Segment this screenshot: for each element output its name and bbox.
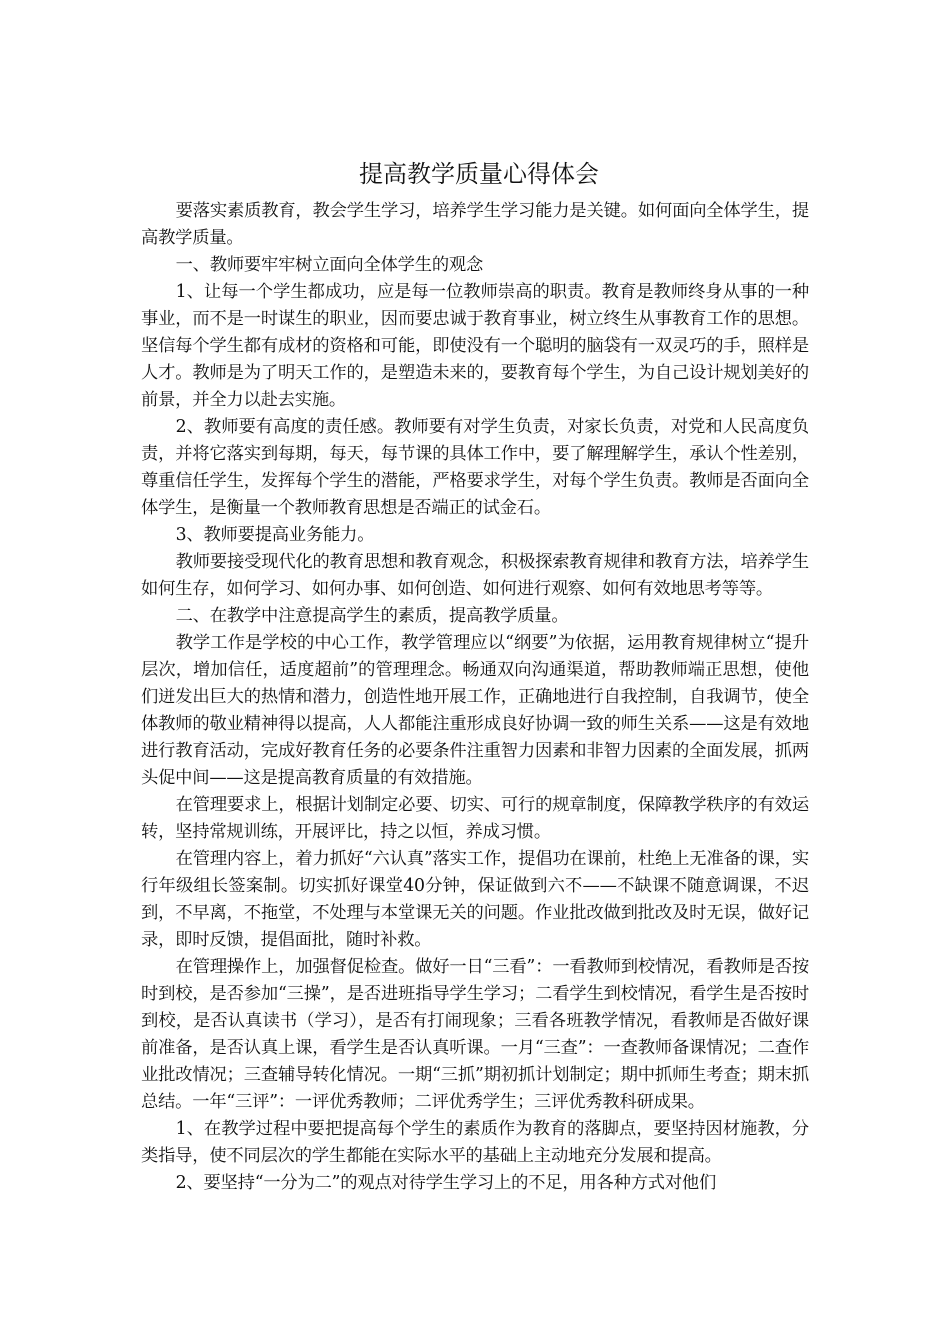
paragraph-point-3: 3、教师要提高业务能力。: [175, 525, 375, 545]
paragraph-teaching-management: 教学工作是学校的中心工作，教学管理应以“纲要”为依据，运用教育规律树立“提升层次，增加信任，适度超前”的管理理念。畅通双向沟通渠道，帮助教师端正思想，使他们迸发出巨大的热情和潜力，创造性地开展工作，正确地进行自我控制，自我调节，使全体教师的敬业精神得以提高，人人都能注重形成良好协调一致的师生关系——这是有效地进行教育活动，完成好教育任务的必要条件注重智力因素和非智力因素的全面发展，抓两头促中间——这是提高教育质量的有效措施。: [141, 633, 809, 788]
paragraph-management-content: 在管理内容上，着力抓好“六认真”落实工作，提倡功在课前，杜绝上无准备的课，实行年级组长签案制。切实抓好课堂40分钟，保证做到六不——不缺课不随意调课，不迟到，不早离，不拖堂，不处理与本堂课无关的问题。作业批改做到批改及时无误，做好记录，即时反馈，提倡面批，随时补救。: [141, 849, 809, 950]
paragraph-management-operation: 在管理操作上，加强督促检查。做好一日“三看”：一看教师到校情况，看教师是否按时到校，是否参加“三操”，是否进班指导学生学习；二看学生到校情况，看学生是否按时到校，是否认真读书（学习），是否有打闹现象；三看各班教学情况，看教师是否做好课前准备，是否认真上课，看学生是否认真听课。一月“三查”：一查教师备课情况；二查作业批改情况；三查辅导转化情况。一期“三抓”期初抓计划制定；期中抓师生考查；期末抓总结。一年“三评”：一评优秀教师；二评优秀学生；三评优秀教科研成果。: [141, 957, 809, 1112]
paragraph-teaching-point-2: 2、要坚持“一分为二”的观点对待学生学习上的不足，用各种方式对他们: [175, 1173, 717, 1193]
paragraph-teaching-point-1: 1、在教学过程中要把提高每个学生的素质作为教育的落脚点，要坚持因材施教，分类指导，使不同层次的学生都能在实际水平的基础上主动地充分发展和提高。: [141, 1119, 809, 1166]
paragraph-section-1-heading: 一、教师要牢牢树立面向全体学生的观念: [175, 255, 484, 275]
paragraph-point-2: 2、教师要有高度的责任感。教师要有对学生负责，对家长负责，对党和人民高度负责，并将它落实到每期，每天，每节课的具体工作中，要了解理解学生，承认个性差别，尊重信任学生，发挥每个学生的潜能，严格要求学生，对每个学生负责。教师是否面向全体学生，是衡量一个教师教育思想是否端正的试金石。: [141, 417, 809, 518]
paragraph-intro: 要落实素质教育，教会学生学习，培养学生学习能力是关键。如何面向全体学生，提高教学质量。: [141, 201, 809, 248]
document-title: 提高教学质量心得体会: [359, 160, 599, 188]
paragraph-point-3-detail: 教师要接受现代化的教育思想和教育观念，积极探索教育规律和教育方法，培养学生如何生存，如何学习、如何办事、如何创造、如何进行观察、如何有效地思考等等。: [141, 552, 809, 599]
paragraph-point-1: 1、让每一个学生都成功，应是每一位教师崇高的职责。教育是教师终身从事的一种事业，而不是一时谋生的职业，因而要忠诚于教育事业，树立终生从事教育工作的思想。坚信每个学生都有成材的资格和可能，即使没有一个聪明的脑袋有一双灵巧的手，照样是人才。教师是为了明天工作的，是塑造未来的，要教育每个学生，为自己设计规划美好的前景，并全力以赴去实施。: [141, 282, 809, 410]
paragraph-management-requirements: 在管理要求上，根据计划制定必要、切实、可行的规章制度，保障教学秩序的有效运转，坚持常规训练，开展评比，持之以恒，养成习惯。: [141, 795, 809, 842]
document-page: [141, 150, 809, 1197]
paragraph-section-2-heading: 二、在教学中注意提高学生的素质，提高教学质量。: [175, 606, 569, 626]
